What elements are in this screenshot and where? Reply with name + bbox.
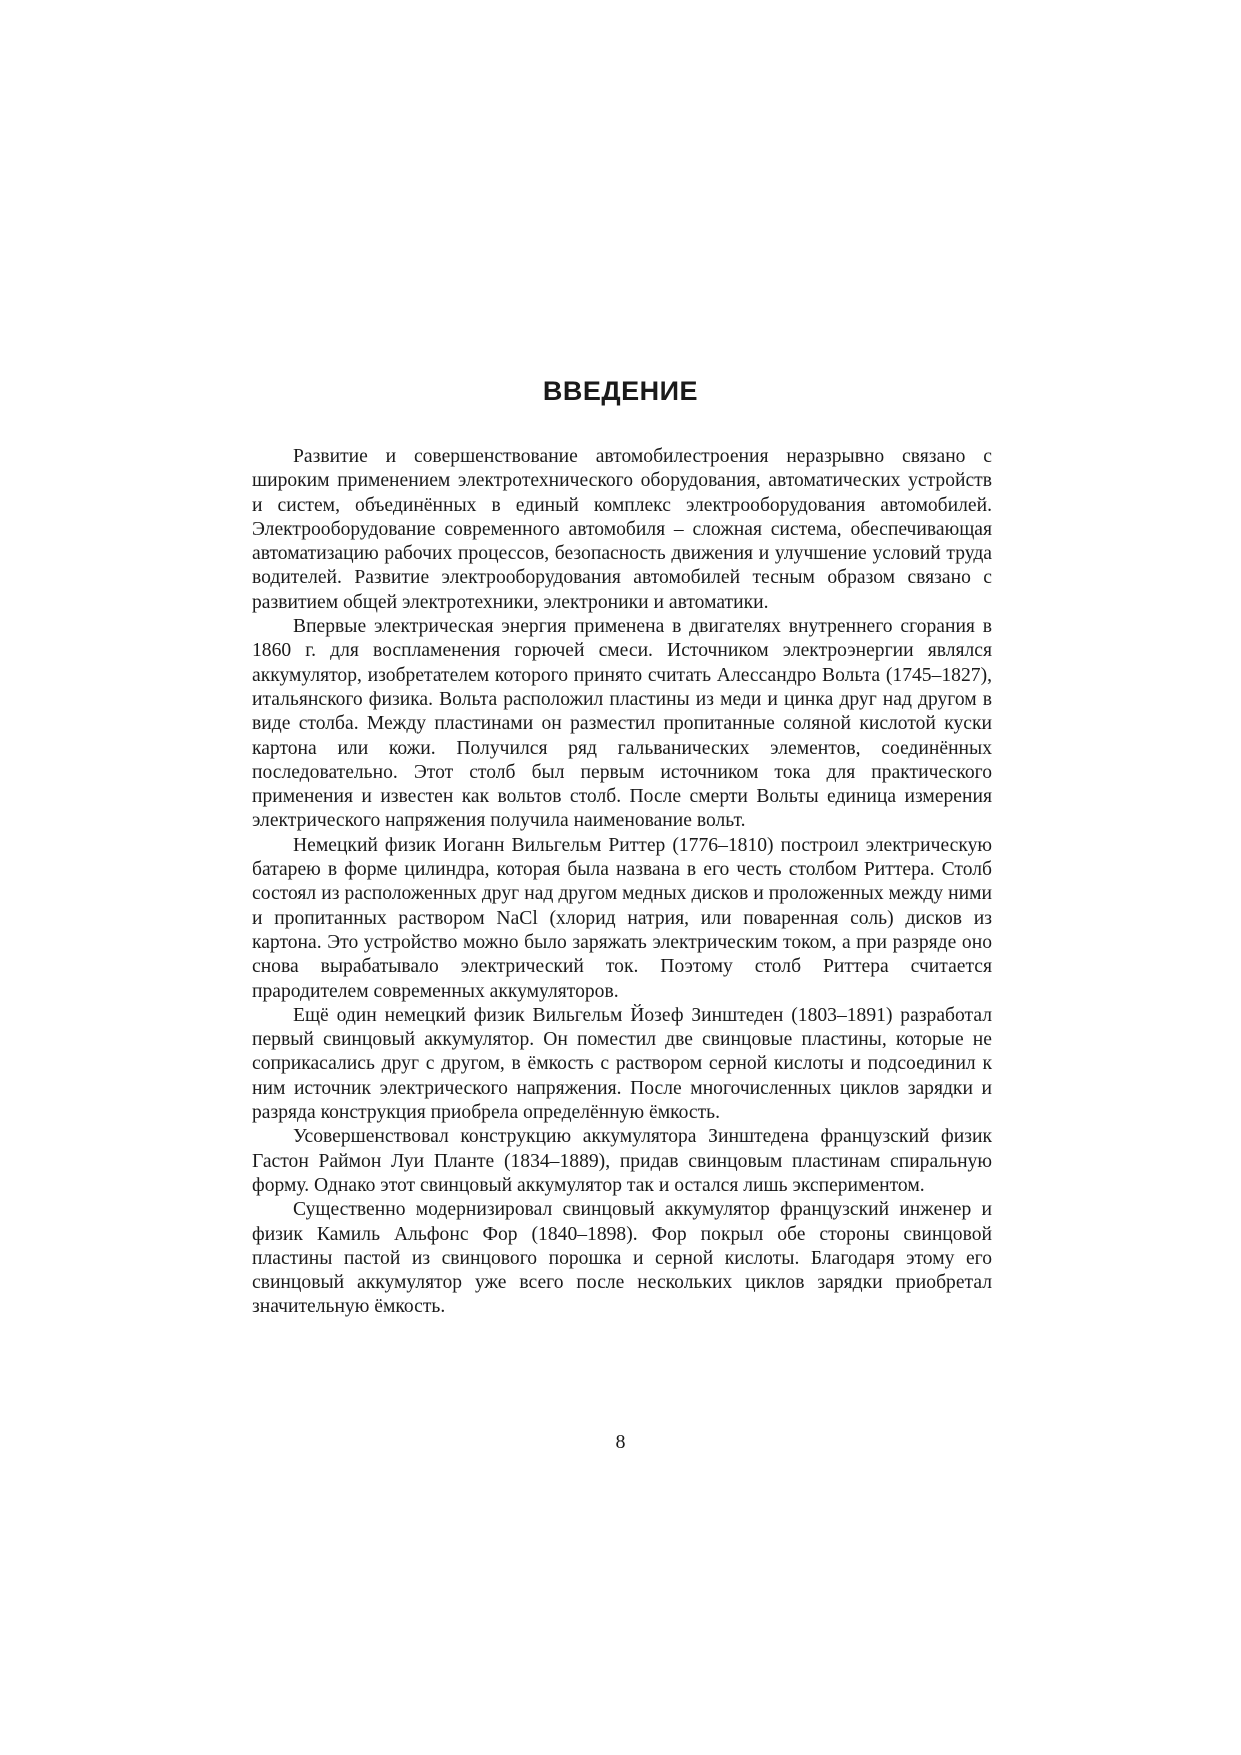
paragraph-1: Развитие и совершенствование автомобилестроения неразрывно связано с широким применением электротехнического оборудования, автоматических устройств и систем, объединённых в единый комплекс электрооборудования автомобилей. Электрооборудование современного автомобиля – сложная система, обеспечивающая автоматизацию рабочих процессов, безопасность движения и улучшение условий труда водителей. Развитие электрооборудования автомобилей тесным образом связано с развитием общей электротехники, электроники и автоматики. <box>252 446 992 613</box>
paragraph-5: Усовершенствовал конструкцию аккумулятора Зинштедена французский физик Гастон Раймон Луи Планте (1834–1889), придав свинцовым пластинам спиральную форму. Однако этот свинцовый аккумулятор так и остался лишь экспериментом. <box>252 1126 992 1196</box>
body-text <box>252 445 992 1320</box>
paragraph-2: Впервые электрическая энергия применена в двигателях внутреннего сгорания в 1860 г. для воспламенения горючей смеси. Источником электроэнергии являлся аккумулятор, изобретателем которого принято считать Алессандро Вольта (1745–1827), итальянского физика. Вольта расположил пластины из меди и цинка друг над другом в виде столба. Между пластинами он разместил пропитанные соляной кислотой куски картона или кожи. Получился ряд гальванических элементов, соединённых последовательно. Этот столб был первым источником тока для практического применения и известен как вольтов столб. После смерти Вольты единица измерения электрического напряжения получила наименование вольт. <box>252 616 992 832</box>
paragraph-4: Ещё один немецкий физик Вильгельм Йозеф Зинштеден (1803–1891) разработал первый свинцовый аккумулятор. Он поместил две свинцовые пластины, которые не соприкасались друг с другом, в ёмкость с раствором серной кислоты и подсоединил к ним источник электрического напряжения. После многочисленных циклов зарядки и разряда конструкция приобрела определённую ёмкость. <box>252 1004 992 1124</box>
chapter-heading: ВВЕДЕНИЕ <box>542 376 699 406</box>
paragraph-3: Немецкий физик Иоганн Вильгельм Риттер (1776–1810) построил электрическую батарею в форме цилиндра, которая была названа в его честь столбом Риттера. Столб состоял из расположенных друг над другом медных дисков и проложенных между ними и пропитанных раствором NaCl (хлорид натрия, или поваренная соль) дисков из картона. Это устройство можно было заряжать электрическим током, а при разряде оно снова вырабатывало электрический ток. Поэтому столб Риттера считается прародителем современных аккумуляторов. <box>252 834 992 1002</box>
page-number: 8 <box>615 1431 626 1453</box>
paragraph-6: Существенно модернизировал свинцовый аккумулятор французский инженер и физик Камиль Альфонс Фор (1840–1898). Фор покрыл обе стороны свинцовой пластины пастой из свинцового порошка и серной кислоты. Благодаря этому его свинцовый аккумулятор уже всего после нескольких циклов зарядки приобретал значительную ёмкость. <box>252 1199 992 1318</box>
